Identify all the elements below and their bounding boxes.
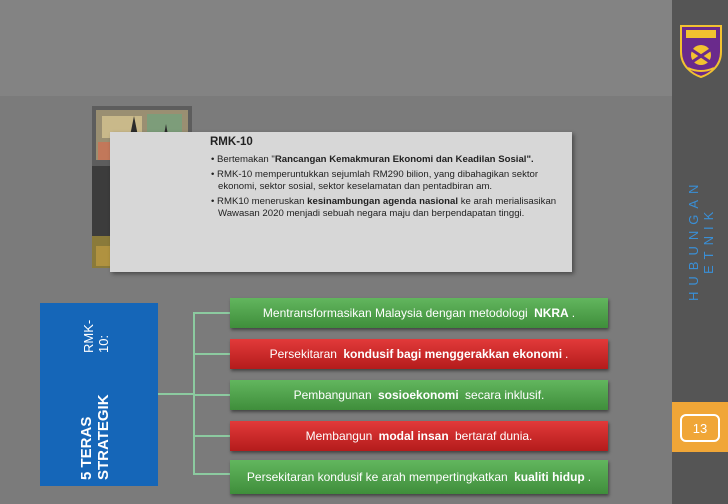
rmk10-info-box — [110, 132, 572, 272]
top-band — [0, 0, 672, 96]
strategy-bar-ekonomi: Persekitaran kondusif bagi menggerakkan ekonomi . — [230, 339, 608, 369]
page-number: 13 — [680, 414, 720, 442]
strategy-bar-sosioekonomi: Pembangunan sosioekonomi secara inklusif. — [230, 380, 608, 410]
strategy-bar-nkra: Mentransformasikan Malaysia dengan metodologi NKRA . — [230, 298, 608, 328]
info-title: RMK-10 — [210, 136, 253, 148]
connector-branch — [193, 435, 231, 437]
info-bullet: • Bertemakan "Rancangan Kemakmuran Ekonomi dan Keadilan Sosial". — [211, 154, 534, 165]
strategy-bar-kualiti-hidup: Persekitaran kondusif ke arah mempertingkatkan kualiti hidup . — [230, 460, 608, 494]
connector-spine — [193, 312, 195, 474]
strategy-title — [70, 310, 120, 480]
vertical-course-title: HUBUNGAN ETNIK — [686, 178, 716, 302]
university-crest-icon — [678, 22, 724, 78]
strategy-bar-modal-insan: Membangun modal insan bertaraf dunia. — [230, 421, 608, 451]
info-bullet: • RMK10 meneruskan kesinambungan agenda nasional ke arah merialisasikan Wawasan 2020 menjadi sebuah negara maju dan berpendapatan tinggi. — [211, 196, 557, 219]
info-bullet: • RMK-10 memperuntukkan sejumlah RM290 bilion, yang dibahagikan sektor ekonomi, sektor sosial, sektor keselamatan dan pentadbiran am. — [211, 169, 539, 192]
connector-branch — [193, 394, 231, 396]
connector-branch — [193, 353, 231, 355]
connector-trunk — [158, 393, 194, 395]
strategy-main-title: 5 TERAS STRATEGIK — [78, 394, 112, 480]
connector-branch — [193, 473, 231, 475]
strategy-subtitle: RMK-10: — [81, 319, 111, 353]
connector-branch — [193, 312, 231, 314]
